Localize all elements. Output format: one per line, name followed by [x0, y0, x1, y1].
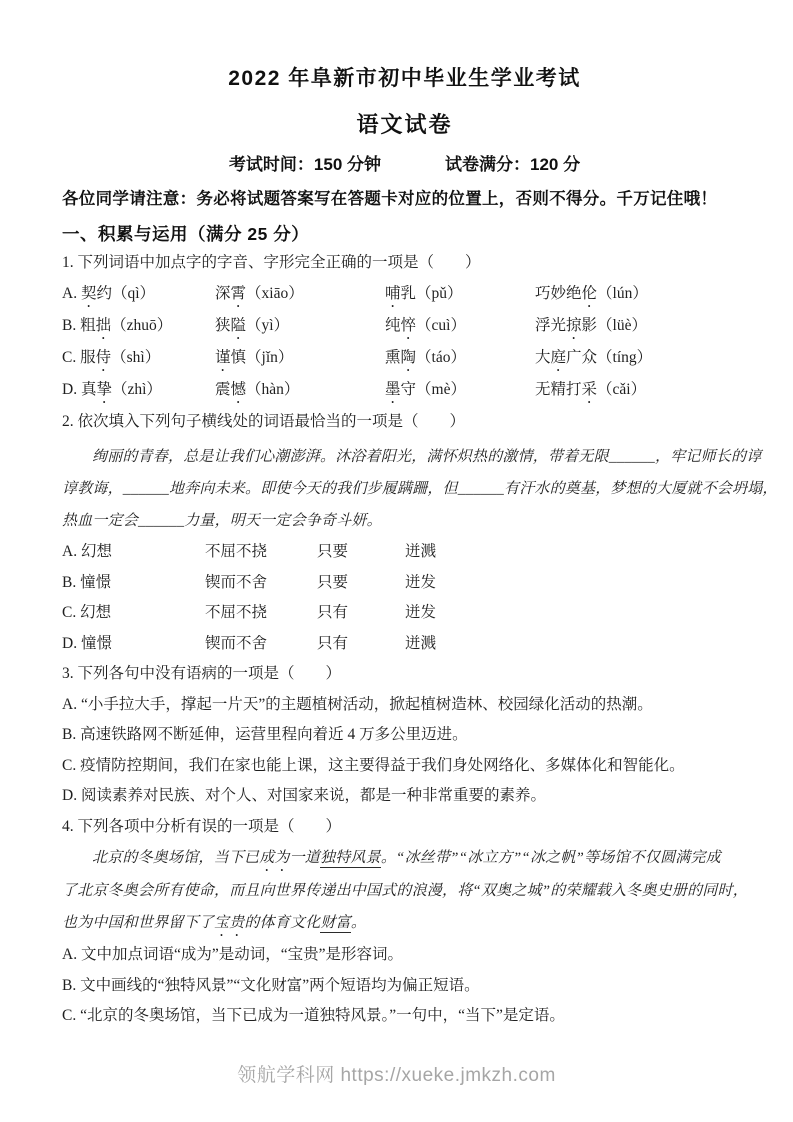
- q2-passage-line: 绚丽的青春，总是让我们心潮澎湃。沐浴着阳光，满怀炽热的激情，带着无限______，牢记师长的谆: [92, 449, 762, 465]
- q1-word: 深霄（xiāo）: [215, 284, 304, 302]
- q1-word: 墨守（mè）: [385, 380, 466, 398]
- q2-option-row: [62, 629, 747, 660]
- dotted-char: 悴: [400, 316, 417, 334]
- q1-word: A. 契约（qì）: [62, 284, 156, 302]
- q4-option: C. “北京的冬奥场馆，当下已成为一道独特风景。”一句中，“当下”是定语。: [62, 1007, 565, 1024]
- option-label: C.: [62, 348, 81, 366]
- q3-options: [62, 690, 747, 812]
- dotted-word: 宝贵: [214, 915, 245, 931]
- q2-word: 只有: [317, 634, 349, 652]
- q2-option-row: [62, 598, 747, 629]
- q4-stem: 4. 下列各项中分析有误的一项是（ ）: [62, 817, 342, 835]
- q2-word: 锲而不舍: [205, 573, 268, 591]
- dotted-char: 陶: [400, 348, 417, 366]
- q1-word: 哺乳（pǔ）: [385, 284, 463, 302]
- q2-word: 只要: [317, 573, 349, 591]
- q2-word: 迸发: [405, 604, 437, 621]
- dotted-char: 哺: [385, 284, 401, 302]
- q2-word: 迸发: [405, 573, 437, 591]
- option-label: B.: [62, 316, 81, 334]
- q1-word: D. 真挚（zhì）: [62, 380, 162, 398]
- q2-word: B. 憧憬: [62, 573, 112, 591]
- underlined-word: 财富: [320, 915, 351, 931]
- exam-meta: [62, 152, 747, 178]
- option-label: A.: [62, 284, 81, 302]
- q3-option: C. 疫情防控期间，我们在家也能上课，这主要得益于我们身处网络化、多媒体化和智能化。: [62, 756, 685, 774]
- dotted-char: 墨: [385, 380, 401, 398]
- q2-passage-line: 谆教诲，______地奔向未来。即使今天的我们步履蹒跚，但______有汗水的奠基，梦想的大厦就不会坍塌，: [62, 481, 778, 497]
- q1-word: 大庭广众（tíng）: [535, 348, 653, 366]
- q4-passage-line: 了北京冬奥会所有使命，而且向世界传递出中国式的浪漫，将“双奥之城”的荣耀载入冬奥史册的同时，: [62, 883, 748, 899]
- paper-title: 语文试卷: [356, 112, 453, 137]
- q3-option: B. 高速铁路网不断延伸，运营里程向着近 4 万多公里迈进。: [62, 726, 468, 743]
- q3-option: D. 阅读素养对民族、对个人、对国家来说，都是一种非常重要的素养。: [62, 787, 546, 804]
- dotted-char: 拙: [95, 316, 112, 334]
- q1-option-row: [62, 311, 747, 343]
- q4-option: A. 文中加点词语“成为”是动词，“宝贵”是形容词。: [62, 946, 403, 963]
- q2-word: 迸溅: [405, 543, 437, 560]
- q1-word: 震憾（hàn）: [215, 380, 300, 398]
- watermark: 领航学科网 https://xueke.jmkzh.com: [237, 1065, 556, 1086]
- q1-word: 无精打采（cǎi）: [535, 380, 647, 398]
- q4-option: B. 文中画线的“独特风景”“文化财富”两个短语均为偏正短语。: [62, 976, 480, 994]
- q2-option-row: [62, 537, 747, 568]
- page-content: [62, 64, 778, 1032]
- q4-passage-line: 北京的冬奥场馆，当下已成为一道独特风景。“冰丝带”“冰立方”“冰之帆”等场馆不仅圆满完成: [92, 850, 721, 866]
- q1-word: 纯悴（cuì）: [385, 316, 466, 334]
- q2-word: 不屈不挠: [205, 604, 268, 621]
- q2-word: A. 幻想: [62, 543, 112, 560]
- q2-word: 锲而不舍: [205, 634, 268, 652]
- dotted-char: 采: [581, 380, 598, 398]
- q4-passage-line: 也为中国和世界留下了宝贵的体育文化财富。: [62, 915, 367, 931]
- dotted-char: 伦: [581, 284, 598, 302]
- q2-stem: 2. 依次填入下列句子横线处的词语最恰当的一项是（ ）: [62, 412, 466, 430]
- q1-stem: 1. 下列词语中加点字的字音、字形完全正确的一项是（ ）: [62, 254, 481, 271]
- q3-stem: 3. 下列各句中没有语病的一项是（ ）: [62, 665, 342, 682]
- q4-options: [62, 940, 747, 1032]
- q4-passage: [62, 842, 747, 940]
- q1-word: 熏陶（táo）: [385, 348, 466, 366]
- q1-word: 谨慎（jǐn）: [215, 348, 294, 366]
- dotted-char: 隘: [230, 316, 247, 334]
- q2-word: 不屈不挠: [205, 543, 268, 560]
- q2-word: D. 憧憬: [62, 634, 112, 652]
- q2-word: 只要: [317, 543, 349, 560]
- q2-word: 只有: [317, 604, 349, 621]
- q1-word: C. 服侍（shì）: [62, 348, 161, 366]
- q1-word: B. 粗拙（zhuō）: [62, 316, 173, 334]
- q2-passage-line: 热血一定会______力量，明天一定会争奇斗妍。: [62, 513, 382, 529]
- q2-word: 迸溅: [405, 634, 437, 652]
- dotted-char: 憾: [230, 380, 247, 398]
- exam-duration: 考试时间：150 分钟: [228, 155, 381, 174]
- dotted-char: 庭: [550, 348, 567, 366]
- dotted-char: 霄: [230, 284, 247, 302]
- exam-total-score: 试卷满分：120 分: [445, 155, 581, 174]
- dotted-char: 契: [80, 284, 97, 302]
- dotted-char: 挚: [96, 380, 112, 398]
- q2-option-row: [62, 568, 747, 599]
- dotted-char: 谨: [215, 348, 231, 366]
- dotted-char: 侍: [95, 348, 112, 366]
- section-heading-1: 一、积累与运用（满分 25 分）: [62, 224, 310, 244]
- q1-options: [62, 279, 747, 407]
- q1-option-row: [62, 343, 747, 375]
- exam-notice: 各位同学请注意：务必将试题答案写在答题卡对应的位置上，否则不得分。千万记住哦！: [62, 190, 718, 208]
- q2-options: [62, 537, 747, 659]
- option-label: D.: [62, 380, 81, 398]
- exam-title: 2022 年阜新市初中毕业生学业考试: [228, 67, 581, 90]
- q1-option-row: [62, 375, 747, 407]
- q2-passage: [62, 441, 778, 537]
- q2-word: C. 幻想: [62, 604, 112, 621]
- underlined-word: 独特风景: [320, 850, 381, 866]
- q1-word: 狭隘（yì）: [215, 316, 290, 334]
- q1-option-row: [62, 279, 747, 311]
- dotted-char: 掠: [566, 316, 582, 334]
- q1-word: 浮光掠影（lüè）: [535, 316, 647, 334]
- q1-word: 巧妙绝伦（lún）: [535, 284, 648, 302]
- dotted-word: 成为: [259, 850, 290, 866]
- q3-option: A. “小手拉大手，撑起一片天”的主题植树活动，掀起植树造林、校园绿化活动的热潮。: [62, 695, 653, 713]
